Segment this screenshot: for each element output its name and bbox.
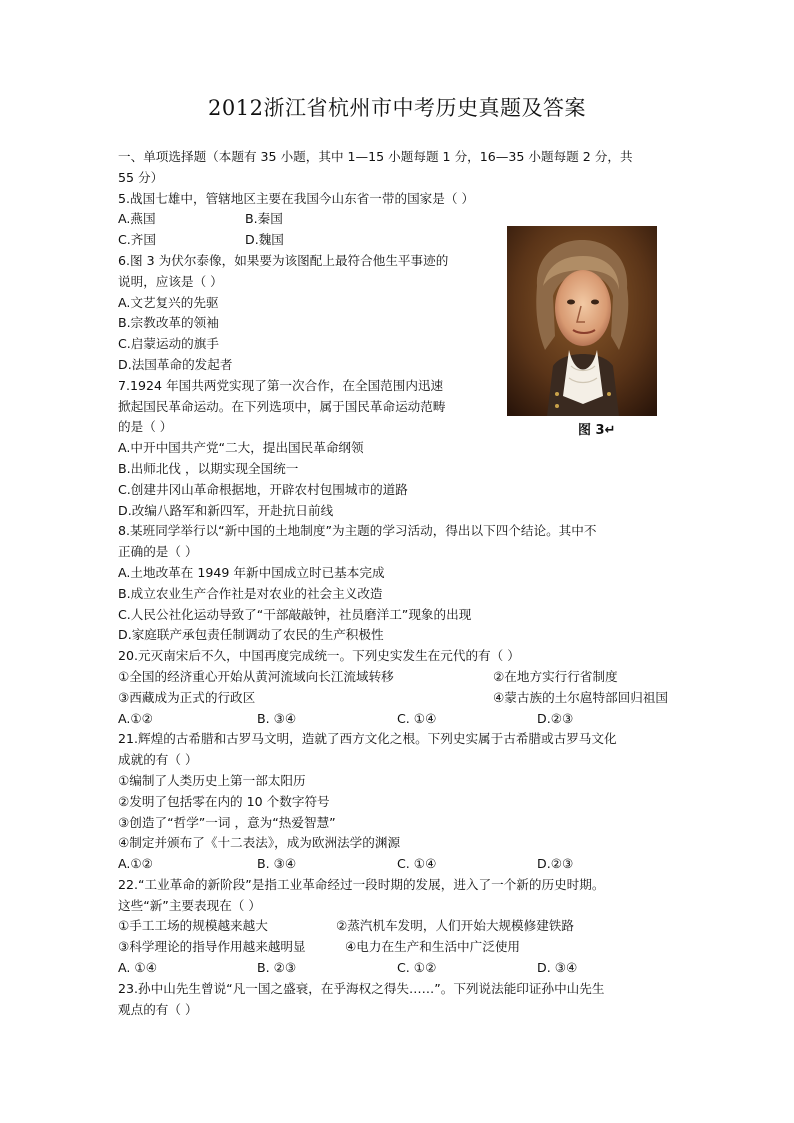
q8-option-c: C.人民公社化运动导致了“干部敲敲钟，社员磨洋工”现象的出现 — [118, 606, 472, 622]
q22-item-2: ②蒸汽机车发明，人们开始大规模修建铁路 — [336, 918, 574, 934]
q21-stem-line1: 21.辉煌的古希腊和古罗马文明，造就了西方文化之根。下列史实属于古希腊或古罗马文化 — [118, 731, 617, 747]
q21-choice-b: B. ③④ — [257, 856, 297, 872]
q7-option-d: D.改编八路军和新四军，开赴抗日前线 — [118, 502, 334, 518]
q20-stem: 20.元灭南宋后不久，中国再度完成统一。下列史实发生在元代的有（ ） — [118, 648, 520, 664]
q21-stem-line2: 成就的有（ ） — [118, 752, 198, 768]
q22-choice-a: A. ①④ — [118, 960, 157, 976]
q5-option-a: A.燕国 — [118, 211, 156, 227]
q7-option-c: C.创建井冈山革命根据地，开辟农村包围城市的道路 — [118, 481, 408, 497]
figure-caption: 图 3↵ — [578, 423, 616, 438]
section-heading-line1: 一、单项选择题（本题有 35 小题，其中 1—15 小题每题 1 分，16—35 小题每题 2 分，共 — [118, 149, 633, 164]
q8-option-a: A.土地改革在 1949 年新中国成立时已基本完成 — [118, 564, 385, 580]
q5-options-row2 — [118, 230, 683, 251]
q22-choice-d: D. ③④ — [537, 960, 578, 976]
q5-stem: 5.战国七雄中，管辖地区主要在我国今山东省一带的国家是（ ） — [118, 190, 475, 206]
q20-item-4: ④蒙古族的土尔扈特部回归祖国 — [493, 689, 669, 705]
q5-option-d: D.魏国 — [245, 232, 284, 248]
q23-stem-line1: 23.孙中山先生曾说“凡一国之盛衰，在乎海权之得失……”。下列说法能印证孙中山先生 — [118, 980, 605, 996]
q21-choices — [118, 854, 683, 875]
q8-stem-line1: 8.某班同学举行以“新中国的土地制度”为主题的学习活动，得出以下四个结论。其中不 — [118, 523, 597, 539]
q21-choice-a: A.①② — [118, 856, 153, 872]
q21-choice-d: D.②③ — [537, 856, 574, 872]
q22-choices — [118, 958, 683, 979]
q6-stem-line1: 6.图 3 为伏尔泰像，如果要为该图配上最符合他生平事迹的 — [118, 252, 449, 268]
q22-stem-line2: 这些“新”主要表现在（ ） — [118, 897, 261, 913]
q22-stem-line1: 22.“工业革命的新阶段”是指工业革命经过一段时期的发展，进入了一个新的历史时期。 — [118, 876, 605, 892]
q7-option-a: A.中开中国共产党“二大，提出国民革命纲领 — [118, 440, 364, 456]
q20-choices — [118, 709, 683, 730]
q21-item-4: ④制定并颁布了《十二表法》，成为欧洲法学的渊源 — [118, 835, 401, 851]
q23-stem-line2: 观点的有（ ） — [118, 1001, 198, 1017]
q22-item-4: ④电力在生产和生活中广泛使用 — [345, 939, 521, 955]
q6-option-c: C.启蒙运动的旗手 — [118, 336, 219, 352]
q7-stem-line2: 掀起国民革命运动。在下列选项中，属于国民革命运动范畴 — [118, 398, 446, 414]
q5-options-row1 — [118, 209, 683, 230]
q7-stem-line3: 的是（ ） — [118, 419, 173, 435]
q6-option-b: B.宗教改革的领袖 — [118, 315, 219, 331]
document-title: 2012浙江省杭州市中考历史真题及答案 — [208, 96, 586, 120]
q20-items-row1 — [118, 667, 683, 688]
q20-choice-a: A.①② — [118, 710, 153, 726]
section-heading-line2: 55 分） — [118, 169, 164, 185]
q22-item-1: ①手工工场的规模越来越大 — [118, 918, 268, 934]
q20-item-2: ②在地方实行行省制度 — [493, 668, 618, 684]
q20-choice-d: D.②③ — [537, 710, 574, 726]
q8-stem-line2: 正确的是（ ） — [118, 544, 198, 560]
q21-item-1: ①编制了人类历史上第一部太阳历 — [118, 772, 306, 788]
q20-choice-b: B. ③④ — [257, 710, 297, 726]
q7-stem-line1: 7.1924 年国共两党实现了第一次合作，在全国范围内迅速 — [118, 377, 444, 393]
q22-choice-c: C. ①② — [397, 960, 437, 976]
q20-item-3: ③西藏成为正式的行政区 — [118, 689, 256, 705]
q22-item-3: ③科学理论的指导作用越来越明显 — [118, 939, 306, 955]
q22-items-row2 — [118, 937, 683, 958]
q6-option-d: D.法国革命的发起者 — [118, 356, 233, 372]
q20-item-1: ①全国的经济重心开始从黄河流域向长江流域转移 — [118, 668, 394, 684]
q21-item-2: ②发明了包括零在内的 10 个数字符号 — [118, 793, 330, 809]
q5-option-b: B.秦国 — [245, 211, 283, 227]
q5-option-c: C.齐国 — [118, 232, 156, 248]
q22-choice-b: B. ②③ — [257, 960, 297, 976]
q20-items-row2 — [118, 688, 683, 709]
q8-option-b: B.成立农业生产合作社是对农业的社会主义改造 — [118, 585, 383, 601]
q20-choice-c: C. ①④ — [397, 710, 437, 726]
q8-option-d: D.家庭联产承包责任制调动了农民的生产积极性 — [118, 627, 384, 643]
q6-option-a: A.文艺复兴的先驱 — [118, 294, 219, 310]
q22-items-row1 — [118, 916, 683, 937]
question-body — [118, 147, 683, 1020]
q21-item-3: ③创造了“哲学”一词 ，意为“热爱智慧” — [118, 814, 336, 830]
q21-choice-c: C. ①④ — [397, 856, 437, 872]
q7-option-b: B.出师北伐 ，以期实现全国统一 — [118, 460, 299, 476]
q6-stem-line2: 说明，应该是（ ） — [118, 273, 223, 289]
